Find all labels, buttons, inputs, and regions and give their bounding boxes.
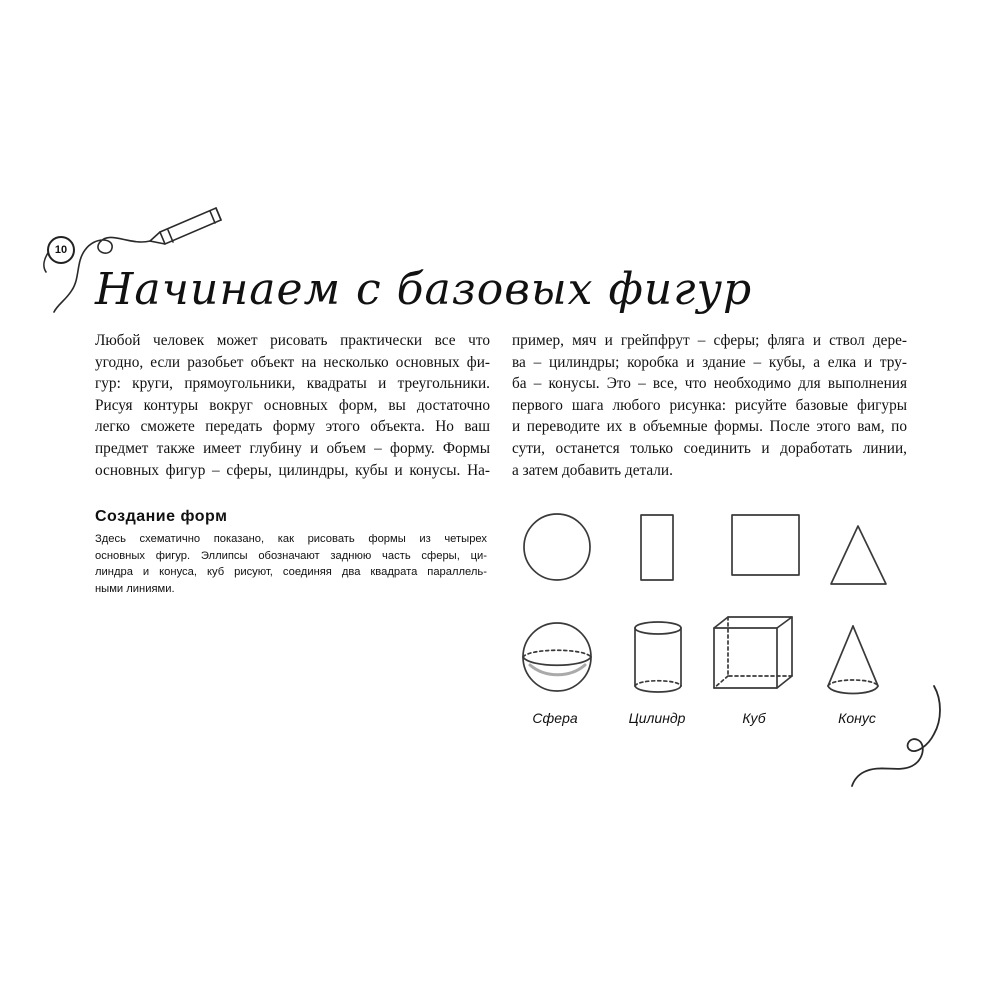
text-line: Любой человек может рисовать практически все что	[95, 332, 490, 349]
text-line: первого шага любого рисунка: рисуйте базовые фигуры	[512, 396, 907, 414]
page-number: 10	[47, 236, 75, 264]
intro-left-column	[95, 330, 490, 481]
text-line: сути, останется только соединить и доработать линии,	[512, 439, 907, 457]
text-line: легко сможете передать форму этого объекта. Но ваш	[95, 418, 490, 436]
cube-shape	[714, 617, 792, 688]
text-line: основных фигур. Эллипсы обозначают заднюю часть сферы, ци-	[95, 549, 487, 562]
cube-label: Куб	[742, 710, 766, 726]
page-title: Начинаем с базовых фигур	[95, 264, 753, 315]
swirl-icon	[850, 680, 950, 790]
text-line: ными линиями.	[95, 582, 175, 595]
text-line: предмет также имеет глубину и объем – форму. Формы	[95, 439, 490, 457]
text-line: и переводите их в объемные формы. После этого вам, по	[512, 418, 907, 436]
text-line: пример, мяч и грейпфрут – сферы; фляга и ствол дере-	[512, 332, 907, 349]
text-line: Рисуя контуры вокруг основных форм, вы достаточно	[95, 396, 490, 414]
text-line: а затем добавить детали.	[512, 461, 673, 479]
text-line: угодно, если разобьет объект на несколько основных фи-	[95, 353, 490, 371]
section-body	[95, 531, 487, 597]
intro-right-column	[512, 330, 907, 481]
sphere-shape	[523, 623, 591, 691]
text-line: гур: круги, прямоугольники, квадраты и треугольники.	[95, 375, 490, 393]
cylinder-label: Цилиндр	[628, 710, 686, 726]
text-line: основных фигур – сферы, цилиндры, кубы и конусы. На-	[95, 461, 490, 479]
cone-label: Конус	[838, 710, 876, 726]
cylinder-shape	[635, 622, 681, 692]
text-line: ба – конусы. Это – все, что необходимо для выполнения	[512, 375, 907, 393]
text-line: ва – цилиндры; коробка и здание – кубы, а елка и тру-	[512, 353, 907, 371]
sphere-label: Сфера	[532, 710, 578, 726]
triangle-shape	[831, 526, 886, 584]
text-line: Здесь схематично показано, как рисовать формы из четырех	[95, 533, 487, 545]
square-shape	[732, 515, 799, 575]
section-heading: Создание форм	[95, 508, 228, 525]
rectangle-shape	[641, 515, 673, 580]
circle-shape	[524, 514, 590, 580]
text-line: линдра и конуса, куб рисуют, соединяя два квадрата параллель-	[95, 566, 487, 579]
